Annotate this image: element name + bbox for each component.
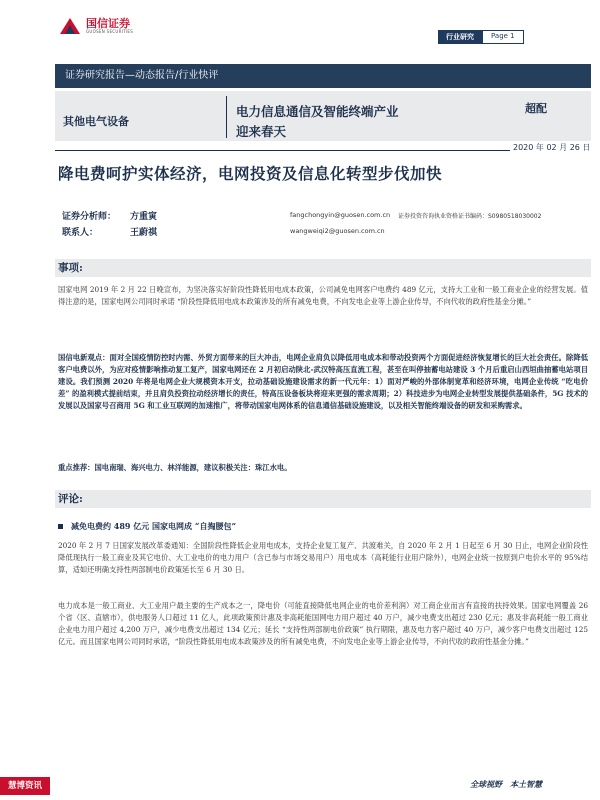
analyst-email[interactable]: fangchongyin@guosen.com.cn <box>290 211 391 219</box>
guosen-logo-icon <box>58 14 82 36</box>
footer-slogan: 全球视野 本土智慧 <box>470 779 542 789</box>
category-tag: 行业研究 <box>438 30 482 44</box>
brand-logo <box>58 14 148 40</box>
events-paragraph-3: 重点推荐：国电南瑞、海兴电力、林洋能源，建议积极关注：珠江水电。 <box>58 463 292 472</box>
bullet-square-icon <box>58 524 63 529</box>
header-tags <box>438 30 524 44</box>
contact-label: 联系人： <box>62 228 99 238</box>
review-paragraph-1: 2020 年 2 月 7 日国家发展改革委通知：全国阶段性降低企业用电成本，支持企业复工复产、共渡难关，自 2020 年 2 月 1 日起至 6 月 30 日止，电网企业阶段性降低现执行一般工商业及其它电价、大工业电价的电力用户（含已参与市场交易用户）用电成本（高耗能行业用户除外），电网企业统一按原到户电价水平的 95%结算，适如还明确支持性两部制电价政策延长至 6 月 30 日。 <box>58 541 588 574</box>
subtitle-line-2: 迎来春天 <box>236 124 287 139</box>
events-paragraph-2: 国信电新观点：面对全国疫情防控时内需、外贸方面带来的巨大冲击，电网企业肩负以降低用电成本和带动投资两个方面促进经济恢复增长的巨大社会责任。除降低客户电费以外，为应对疫情影响推动复工复产，国家电网还在 2 月初启动陕北-武汉特高压直流工程，甚至在叫停抽蓄电站建设 3 个月后重启山西垣曲抽蓄电站项目建设。我们预测 2020 年将是电网企业大规模资本开支，拉动基础设施建设需求的新一代元年：1）面对严峻的外部体制宽革和经济环境，电网企业传统 “吃电价差” 的盈利模式提前结束，并且肩负投资拉动经济增长的责任，特高压设备板块将迎来更强的需求周期；2）科技进步为电网企业转型发展提供基础条件，5G 技术的发展以及国家号召商用 5G 和工业互联网的加速推广，将带动国家电网体系的信息通信基础设施建设，以及相关智能终端设备的研发和采购需求。 <box>58 353 588 410</box>
industry-label: 其他电气设备 <box>63 115 129 128</box>
review-paragraph-2: 电力成本是一般工商业、大工业用户最主要的生产成本之一，降电价（可能直接降低电网企业的电价差利润）对工商企业而言有直接的扶持效果。国家电网覆盖 26 个省（区、直辖市），供电服务人口超过 11 亿人，此项政策预计惠及非高耗能国网电力用户超过 40 万户，减少电费支出超过 230 亿元；惠及非高耗能一般工商业企业电力用户超过 4,200 万户，减少电费支出超过 134 亿元；延长 “支持性两部制电价政策” 执行期限，惠及电力客户超过 40 万户，减少客户电费支出超过 125 亿元。而且国家电网公司同时承诺，“阶段性降低用电成本政策涉及的所有减免电费，不向发电企业等上游企业传导，不向代收的政府性基金分摊。” <box>58 601 588 646</box>
events-paragraph-1: 国家电网 2019 年 2 月 22 日晚宣布，为坚决落实好阶段性降低用电成本政策，公司减免电网客户电费约 489 亿元，支持大工业和一般工商业企业的经营发展。值得注意的是，国家电网公司同时承诺 “阶段性降低用电成本政策涉及的所有减免电费，不向发电企业等上游企业传导，不向代收的政府性基金分摊。” <box>58 285 588 306</box>
brand-name-cn: 国信证券 <box>86 17 130 30</box>
section-events-header: 事项: <box>55 259 591 277</box>
footer-source: 慧博资讯 <box>0 777 50 795</box>
rating-badge: 超配 <box>525 102 547 115</box>
analyst-label: 证券分析师： <box>62 212 117 222</box>
report-date: 2020 年 02 月 26 日 <box>510 142 593 153</box>
subtitle-line-1: 电力信息通信及智能终端产业 <box>236 104 399 119</box>
brand-name-en: GUOSEN SECURITIES <box>86 29 134 34</box>
analyst-cert: 证券投资咨询执业资格证书编码：S0980518030002 <box>398 213 542 220</box>
page-title: 降电费呵护实体经济，电网投资及信息化转型步伐加快 <box>58 164 443 183</box>
bullet-heading <box>58 521 236 532</box>
divider <box>226 96 227 138</box>
contact-email[interactable]: wangweiqi2@guosen.com.cn <box>290 227 385 235</box>
analyst-name: 方重寅 <box>130 212 158 222</box>
bullet-heading-text: 减免电费约 489 亿元 国家电网成 “自掏腰包” <box>71 521 237 531</box>
section-review-header: 评论: <box>55 490 591 508</box>
contact-name: 王蔚祺 <box>130 228 158 238</box>
page-tag: Page 1 <box>482 30 524 44</box>
report-type-band: 证券研究报告—动态报告/行业快评 <box>55 64 591 88</box>
